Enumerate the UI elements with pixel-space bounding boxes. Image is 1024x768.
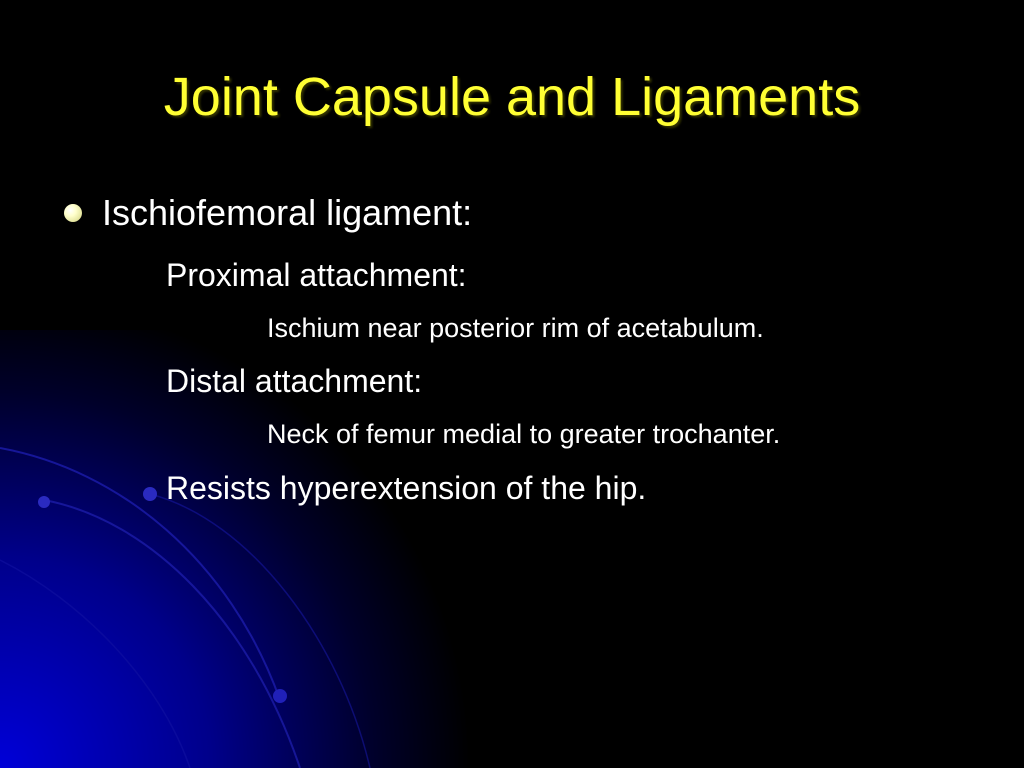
bullet-dot-icon [64, 204, 82, 222]
bullet-level3-distal-detail: Neck of femur medial to greater trochanter. [267, 419, 781, 449]
bullet-level2-distal: Distal attachment: [166, 363, 423, 399]
bullet-level2-resists: Resists hyperextension of the hip. [166, 470, 647, 506]
bullet-level3-proximal-detail: Ischium near posterior rim of acetabulum. [267, 313, 764, 343]
bullet-level2-proximal: Proximal attachment: [166, 257, 467, 293]
slide-title: Joint Capsule and Ligaments [163, 67, 861, 127]
bullet-level1-ischiofemoral: Ischiofemoral ligament: [102, 192, 473, 233]
